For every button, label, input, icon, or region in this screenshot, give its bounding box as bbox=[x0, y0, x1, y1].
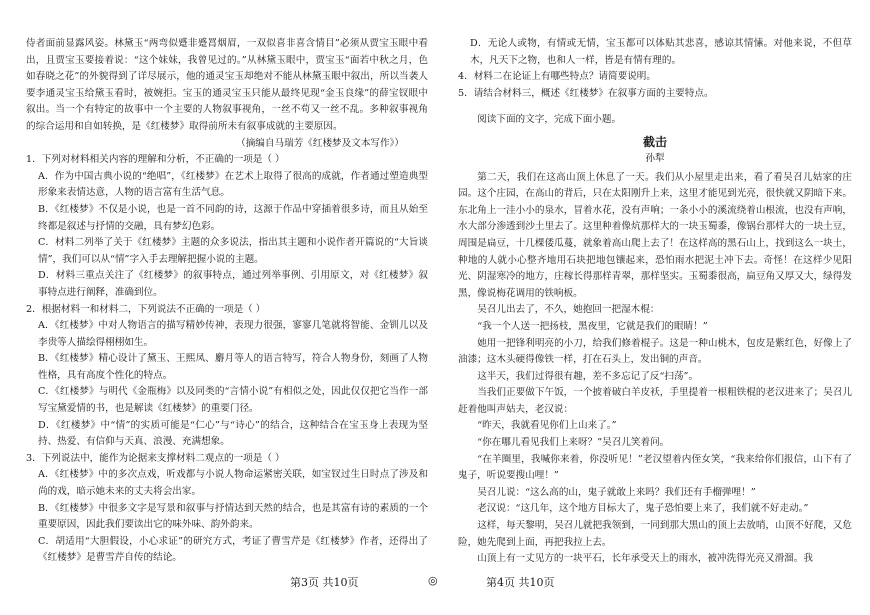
question-5: 5．请结合材料三，概述《红楼梦》在叙事方面的主要特点。 bbox=[458, 87, 714, 99]
question-3: 3．下列说法中，能作为论据来支撑材料二观点的一项是（ ） bbox=[26, 452, 285, 464]
q1-option-d: D．材料三重点关注了《红楼梦》的叙事特点，通过列举事例、引用原文，对《红楼梦》叙事特点进行阐释，准确到位。 bbox=[38, 270, 428, 298]
question-4: 4．材料二在论证上有哪些特点？请简要说明。 bbox=[458, 71, 656, 83]
story-paragraph: 山顶上有一丈见方的一块平石，长年承受天上的雨水，被冲洗得光亮又滑溜。我 bbox=[477, 553, 813, 565]
q3-option-b: B．《红楼梦》中很多文字是写景和叙事与抒情达到天然的结合，也是其富有诗的素质的一个重要原因，因此我们要读出它的味外味、韵外韵来。 bbox=[38, 502, 428, 531]
essay-continuation: 侍者面前显露风姿。林黛玉“两弯似蹙非蹙罥烟眉，一双似喜非喜含情目”必须从贾宝玉眼中看出，且贾宝玉要接着说：“这个妹妹，我曾见过的。”从林黛玉眼中，贾宝玉“面若中秋之月，色如春晓之花”的外貌得到了详尽展示，他的通灵宝玉却绝对不能从林黛玉眼中叙出，所以当袭人要李通灵宝玉给黛玉看时，被婉拒。宝玉的通灵宝玉只能从最终见现“金玉良缘”的薛宝钗眼中叙出。当一个有特定的故事中一个主要的人物叙事视角，一丝不苟又一丝不乱。多种叙事视角的综合运用和自如转换，是《红楼梦》取得前所未有叙事成就的主要原因。 bbox=[26, 38, 428, 132]
q1-option-c: C．材料二列举了关于《红楼梦》主题的众多说法，指出其主题和小说作者开篇说的“大旨谈情”，我们可以从“情”字入手去理解把握小说的主题。 bbox=[38, 237, 428, 265]
q2-option-d: D．《红楼梦》中“情”的实质可能是“仁心”与“诗心”的结合，这种结合在宝玉身上表现为坚持、热爱、有信仰与天真、浪漫、充满想象。 bbox=[38, 419, 428, 448]
reading-instruction: 阅读下面的文字，完成下面小题。 bbox=[477, 114, 622, 126]
source-citation: （摘编自马瑞芳《红楼梦及文本写作》） bbox=[236, 137, 404, 149]
question-2: 2．根据材料一和材料二，下列说法不正确的一项是（ ） bbox=[26, 303, 266, 315]
q1-option-a: A．作为中国古典小说的“绝唱”，《红楼梦》在艺术上取得了很高的成就，作者通过塑造典型形象来表情达意，人物的语言富有生活气息。 bbox=[38, 170, 428, 199]
center-mark-icon: ◎ bbox=[428, 574, 438, 587]
right-page-column bbox=[458, 36, 852, 568]
story-paragraph: 当我们正要做下午饭，一个披着破白羊皮袄，手里提着一根粗铁棍的老汉进来了；吴召儿赶着他叫声姑夫，老汉说： bbox=[458, 387, 852, 415]
right-page-number: 第4页 共10页 bbox=[486, 576, 555, 589]
story-paragraph: 她用一把锋利明亮的小刀，给我们修着棍子。这是一种山桃木，包皮是紫红色，好像上了油漆；这木头硬得像铁一样，打在石头上，发出铜的声音。 bbox=[458, 337, 852, 366]
left-page-number: 第3页 共10页 bbox=[290, 576, 359, 589]
story-paragraph: 第二天，我们在这高山顶上休息了一天。我们从小屋里走出来，看了看吴召儿姑家的庄园。这个庄园，在高山的背后，只在太阳刚升上来，这里才能见到光亮，很快就又阴暗下来。东北角上一洼小小的泉水，冒着水花，没有声响；一条小小的溪流绕着山根流，也没有声响，水大部分渗透到沙土里去了。这里种着像炕那样大的一块玉蜀黍，像锅台那样大的一块土豆，周围是扁豆，十几棵倭瓜蔓，就象着高山爬上去了！在这样高的黑石山上，找到这么一块土，种地的人就小心整齐地用石块把地包镶起来，恐怕雨水把泥土冲下去。奇怪！在这样少见阳光、阴湿寒冷的地方，庄稼长得那样青翠，那样坚实。玉蜀黍很高，扁豆角又厚又大，绿得发黑，像说梅花调用的铁响板。 bbox=[458, 171, 852, 299]
story-paragraph: “我一个人送一把扬枝，黑夜里，它就是我们的眼睛！” bbox=[477, 320, 708, 332]
q1-option-b: B．《红楼梦》不仅是小说，也是一首不同韵的诗，这源于作品中穿插着很多诗，而且从始至终都是叙述与抒情的交融，具有梦幻色彩。 bbox=[38, 203, 428, 232]
story-paragraph: “昨天，我就看见你们上山来了。” bbox=[477, 420, 617, 432]
left-page-column bbox=[26, 36, 428, 567]
story-paragraph: “在羊圈里，我喊你来着，你没听见！”老汉望着内侄女笑，“我来给你们报信，山下有了鬼子，听说要搜山哩！” bbox=[458, 453, 852, 482]
q2-option-c: C．《红楼梦》与明代《金瓶梅》以及同类的“言情小说”有相似之处，因此仅仅把它当作一部写宝黛爱情的书，也是解读《红楼梦》的重要门径。 bbox=[38, 386, 428, 415]
story-paragraph: 老汉说：“这几年，这个地方目标大了，鬼子恐怕要上来了，我们就不好走动。” bbox=[477, 503, 809, 515]
q3-option-d: D．无论人或物，有情或无情，宝玉都可以体贴其悲喜，感谅其情愫。对他来说，不但草木，凡天下之物，也和人一样，皆是有情有理的。 bbox=[470, 38, 852, 66]
story-paragraph: 吴召儿说：“这么高的山，鬼子就敢上来吗？我们还有手榴弹哩！” bbox=[477, 486, 756, 498]
q3-option-a: A．《红楼梦》中的多次点戏，听戏都与小说人物命运紧密关联，如宝钗过生日时点了涉及和尚的戏，暗示她未来的丈夫将会出家。 bbox=[38, 469, 428, 498]
question-1: 1．下列对材料相关内容的理解和分析，不正确的一项是（ ） bbox=[26, 154, 285, 166]
q2-option-b: B．《红楼梦》精心设计了黛玉、王熙凤、麝月等人的语言特写，符合人物身份，刻画了人物性格，具有高度个性化的特点。 bbox=[38, 353, 428, 381]
story-title: 截击 bbox=[642, 134, 667, 149]
story-paragraph: 这样，每天黎明，吴召儿就把我领到，一同到那大黑山的顶上去放哨，山顶不好爬，又危险，她先爬到上面，再把我拉上去。 bbox=[458, 520, 852, 548]
story-paragraph: 这半天，我们过得很有趣，差不多忘记了反“扫荡”。 bbox=[477, 370, 699, 382]
story-paragraph: 吴召儿出去了，不久，她抱回一把湿木棍： bbox=[477, 304, 660, 316]
story-author: 孙犁 bbox=[645, 152, 665, 164]
q3-option-c: C．胡适用“大胆假设，小心求证”的研究方式，考证了曹雪芹是《红楼梦》作者，还得出了《红楼梦》是曹雪芹自传的结论。 bbox=[38, 535, 428, 564]
q2-option-a: A．《红楼梦》中对人物语言的描写精妙传神，表现力很强，寥寥几笔就将智能、金钏儿以及李贵等人描绘得栩栩如生。 bbox=[38, 320, 428, 348]
story-paragraph: “你在哪儿看见我们上来呀？”吴召儿笑着问。 bbox=[477, 437, 670, 449]
